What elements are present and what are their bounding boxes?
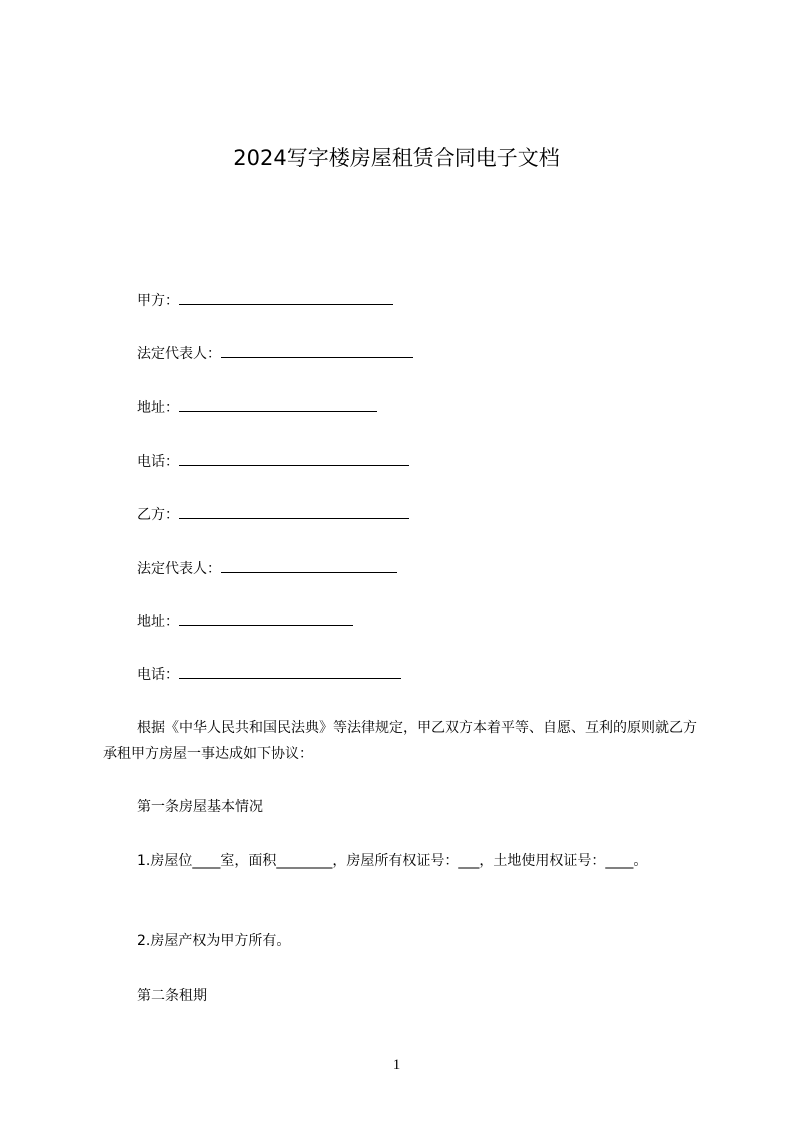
party-b-phone-line bbox=[137, 665, 401, 685]
party-b-blank[interactable] bbox=[179, 505, 409, 519]
document-title: 2024写字楼房屋租赁合同电子文档 bbox=[233, 146, 560, 170]
party-a-address-blank[interactable] bbox=[179, 398, 377, 412]
party-a-rep-line bbox=[137, 344, 413, 364]
party-b-address-blank[interactable] bbox=[179, 612, 353, 626]
party-b-phone-blank[interactable] bbox=[179, 665, 401, 679]
article1-item1: 1.房屋位____室，面积________，房屋所有权证号：___，土地使用权证号：____。 bbox=[137, 853, 648, 869]
page-number: 1 bbox=[392, 1057, 401, 1073]
party-a-phone-line bbox=[137, 452, 409, 472]
party-b-address-label: 地址： bbox=[137, 614, 179, 630]
party-a-label: 甲方： bbox=[137, 293, 179, 309]
party-b-rep-label: 法定代表人： bbox=[137, 561, 221, 577]
preamble-paragraph: 根据《中华人民共和国民法典》等法律规定，甲乙双方本着平等、自愿、互利的原则就乙方承租甲方房屋一事达成如下协议： bbox=[103, 720, 697, 762]
party-a-address-label: 地址： bbox=[137, 400, 179, 416]
party-b-rep-blank[interactable] bbox=[221, 559, 397, 573]
party-b-label: 乙方： bbox=[137, 507, 179, 523]
party-a-rep-blank[interactable] bbox=[221, 344, 413, 358]
party-b-phone-label: 电话： bbox=[137, 667, 179, 683]
party-b-rep-line bbox=[137, 559, 397, 579]
party-a-phone-label: 电话： bbox=[137, 454, 179, 470]
article1-item2: 2.房屋产权为甲方所有。 bbox=[137, 933, 291, 949]
party-a-rep-label: 法定代表人： bbox=[137, 346, 221, 362]
party-a-address-line bbox=[137, 398, 377, 418]
article1-title: 第一条房屋基本情况 bbox=[137, 799, 263, 815]
article2-title: 第二条租期 bbox=[137, 988, 207, 1004]
party-a-phone-blank[interactable] bbox=[179, 452, 409, 466]
party-a-line bbox=[137, 291, 393, 311]
party-b-address-line bbox=[137, 612, 353, 632]
party-a-blank[interactable] bbox=[179, 291, 393, 305]
party-b-line bbox=[137, 505, 409, 525]
